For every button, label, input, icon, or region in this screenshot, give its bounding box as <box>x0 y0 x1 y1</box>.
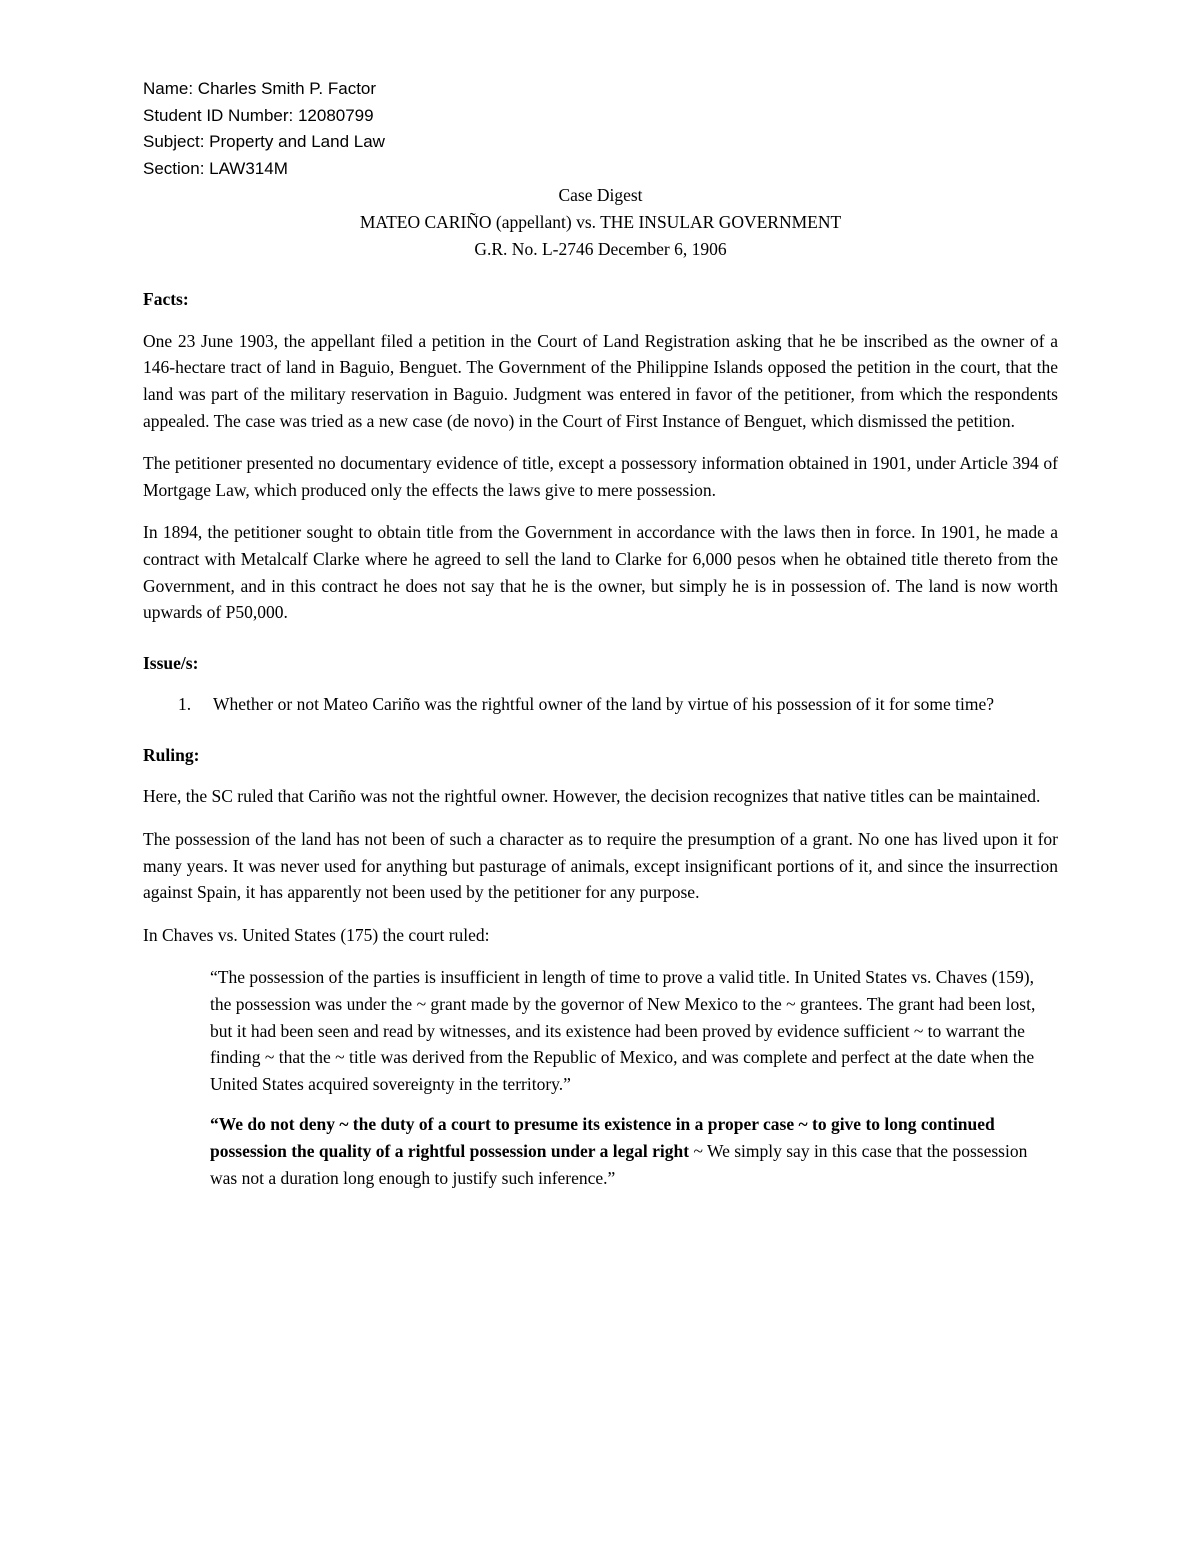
issue-list-item <box>143 691 1058 718</box>
facts-paragraph-1: One 23 June 1903, the appellant filed a petition in the Court of Land Registration asking that he be inscribed as the owner of a 146-hectare tract of land in Baguio, Benguet. The Government of the Philippine Islands opposed the petition in the court, that the land was part of the military reservation in Baguio. Judgment was entered in favor of the petitioner, from which the respondents appealed. The case was tried as a new case (de novo) in the Court of First Instance of Benguet, which dismissed the petition. <box>143 330 1058 431</box>
facts-paragraph-3: In 1894, the petitioner sought to obtain title from the Government in accordance with the laws then in force. In 1901, he made a contract with Metalcalf Clarke where he agreed to sell the land to Clarke for 6,000 pesos when he obtained title thereto from the Government, and in this contract he does not say that he is the owner, but simply he is in possession of. The land is now worth upwards of P50,000. <box>143 522 1058 623</box>
case-quote-1: “The possession of the parties is insufficient in length of time to prove a valid title. In United States vs. Chaves (159), the possession was under the ~ grant made by the governor of New Mexico to the ~ grantees. The grant had been lost, but it had been seen and read by witnesses, and its existence had been proved by evidence sufficient ~ to warrant the finding ~ that the ~ title was derived from the Republic of Mexico, and was complete and perfect at the date when the United States acquired sovereignty in the territory.” <box>210 967 1036 1094</box>
facts-heading: Facts: <box>143 289 189 310</box>
issue-number: 1. <box>178 694 192 715</box>
ruling-paragraph-2: The possession of the land has not been of such a character as to require the presumption of a grant. No one has lived upon it for many years. It was never used for anything but pasturage of animals, except insignificant portions of it, and since the insurrection against Spain, it has apparently not been used by the petitioner for any purpose. <box>143 829 1058 903</box>
case-title: MATEO CARIÑO (appellant) vs. THE INSULAR GOVERNMENT <box>359 211 842 232</box>
quote-bold-text: “We do not deny ~ the duty of a court to presume its existence in a proper case ~ to give to long continued possession the quality of a rightful possession under a legal right <box>210 1114 995 1161</box>
quote-regular-text: ~ We simply say in this case that the possession was not a duration long enough to justify such inference.” <box>210 1141 1028 1188</box>
subject-line: Subject: Property and Land Law <box>143 132 385 152</box>
issue-text: Whether or not Mateo Cariño was the rightful owner of the land by virtue of his possession of it for some time? <box>213 694 995 715</box>
case-quote-2 <box>210 1111 1058 1191</box>
ruling-paragraph-1: Here, the SC ruled that Cariño was not the rightful owner. However, the decision recognizes that native titles can be maintained. <box>143 786 1041 807</box>
ruling-heading: Ruling: <box>143 744 200 765</box>
student-id-line: Student ID Number: 12080799 <box>143 105 374 125</box>
doc-type-title: Case Digest <box>558 185 643 206</box>
ruling-paragraph-3: In Chaves vs. United States (175) the court ruled: <box>143 924 490 945</box>
title-block <box>143 182 1058 262</box>
section-line: Section: LAW314M <box>143 158 288 178</box>
case-citation: G.R. No. L-2746 December 6, 1906 <box>474 238 727 259</box>
student-name-line: Name: Charles Smith P. Factor <box>143 79 377 98</box>
issues-heading: Issue/s: <box>143 652 199 673</box>
student-info-block <box>143 76 1058 182</box>
facts-paragraph-2: The petitioner presented no documentary evidence of title, except a possessory information obtained in 1901, under Article 394 of Mortgage Law, which produced only the effects the laws give to mere possession. <box>143 453 1058 500</box>
